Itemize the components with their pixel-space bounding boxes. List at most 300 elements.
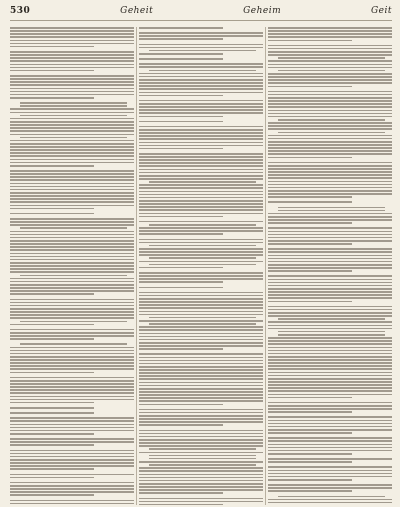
text-column-middle (139, 27, 263, 505)
text-line (139, 216, 223, 218)
text-line (10, 281, 134, 283)
text-line (278, 496, 385, 498)
text-line (10, 324, 94, 326)
text-line (10, 317, 134, 319)
text-line (139, 142, 263, 144)
text-line (268, 162, 392, 164)
text-line (139, 27, 223, 29)
text-line (139, 35, 263, 37)
text-line (139, 209, 263, 211)
text-line (268, 453, 352, 455)
text-line (268, 128, 392, 130)
text-line (10, 392, 134, 394)
text-line (139, 430, 263, 432)
text-line (10, 213, 94, 215)
text-line (10, 407, 94, 409)
text-line (139, 489, 263, 491)
text-line (10, 201, 134, 203)
text-line (268, 294, 392, 296)
text-line (139, 421, 263, 423)
text-line (278, 57, 385, 59)
text-line (10, 302, 134, 304)
text-line (10, 205, 134, 207)
text-line (268, 116, 392, 118)
text-line (10, 462, 134, 464)
text-line (268, 328, 392, 330)
text-line (139, 95, 223, 97)
text-line (268, 325, 392, 327)
text-line (268, 181, 392, 183)
text-line (149, 455, 256, 457)
text-line (10, 124, 134, 126)
right-guide-word: Geit (370, 6, 392, 16)
text-line (268, 356, 392, 358)
text-line (139, 504, 223, 505)
text-line (139, 292, 263, 294)
text-line (139, 360, 263, 362)
text-line (10, 127, 134, 129)
text-line (268, 408, 392, 410)
text-line (139, 200, 263, 202)
text-line (139, 261, 263, 263)
text-line (10, 293, 94, 295)
text-line (10, 430, 134, 432)
text-line (10, 438, 134, 440)
text-line (268, 48, 392, 50)
text-line (139, 129, 263, 131)
text-line (139, 329, 263, 331)
text-line (149, 464, 256, 466)
page-number: 530 (10, 6, 31, 16)
text-line (139, 187, 263, 189)
text-line (139, 301, 263, 303)
text-line (268, 64, 392, 66)
text-line (278, 70, 385, 72)
text-line (10, 259, 134, 261)
text-line (139, 275, 263, 277)
text-line (149, 224, 256, 226)
text-line (139, 103, 263, 105)
text-line (268, 79, 392, 81)
text-line (268, 387, 392, 389)
text-line (268, 144, 392, 146)
text-line (268, 122, 392, 124)
text-line (10, 64, 134, 66)
text-line (268, 309, 392, 311)
text-line (268, 375, 392, 377)
text-line (10, 240, 134, 242)
text-line (139, 197, 263, 199)
text-line (10, 365, 134, 367)
text-line (10, 146, 134, 148)
text-line (139, 492, 223, 494)
text-column-right (268, 27, 392, 505)
text-line (139, 486, 263, 488)
text-line (10, 173, 134, 175)
text-line (139, 58, 223, 60)
text-line (268, 487, 392, 489)
text-line (268, 106, 392, 108)
column-rule (265, 27, 266, 505)
text-line (268, 347, 392, 349)
text-line (10, 311, 134, 313)
text-line (139, 388, 263, 390)
text-line (10, 84, 134, 86)
text-line (268, 234, 392, 236)
text-line (278, 331, 385, 333)
text-line (268, 275, 392, 277)
text-line (139, 397, 263, 399)
text-line (10, 308, 134, 310)
text-line (268, 264, 392, 266)
text-line (10, 314, 134, 316)
text-line (268, 343, 392, 345)
text-line (268, 297, 392, 299)
text-line (139, 233, 223, 235)
text-line (268, 248, 392, 250)
text-line (10, 237, 134, 239)
text-line (10, 396, 134, 398)
text-line (268, 378, 392, 380)
text-line (139, 445, 263, 447)
text-line (10, 218, 134, 220)
text-line (268, 423, 392, 425)
text-line (10, 231, 134, 233)
text-line (139, 369, 263, 371)
text-line (10, 40, 134, 42)
text-line (139, 298, 263, 300)
text-line (10, 278, 134, 280)
text-line (139, 339, 263, 341)
text-line (268, 321, 392, 323)
text-line (10, 503, 134, 505)
text-line (139, 470, 263, 472)
text-line (268, 440, 392, 442)
text-line (268, 165, 392, 167)
text-line (139, 382, 263, 384)
text-line (268, 420, 392, 422)
text-line (10, 88, 134, 90)
text-line (268, 461, 352, 463)
text-line (268, 231, 392, 233)
text-line (139, 336, 263, 338)
text-line (10, 108, 134, 110)
text-line (10, 412, 94, 414)
text-line (268, 94, 392, 96)
text-line (268, 153, 392, 155)
text-line (268, 285, 392, 287)
text-line (268, 337, 392, 339)
text-line (268, 381, 392, 383)
text-line (139, 415, 263, 417)
text-line (139, 47, 263, 49)
text-line (139, 73, 263, 75)
text-line (10, 424, 134, 426)
text-line (139, 162, 263, 164)
text-line (268, 67, 392, 69)
text-line (139, 304, 263, 306)
text-line (268, 30, 392, 32)
text-line (10, 290, 134, 292)
text-line (139, 267, 223, 269)
text-line (139, 82, 263, 84)
text-line (268, 476, 392, 478)
text-line (10, 186, 134, 188)
text-line (139, 436, 263, 438)
text-line (139, 66, 263, 68)
text-line (10, 195, 134, 197)
text-line (10, 485, 134, 487)
text-line (268, 340, 392, 342)
text-line (268, 113, 392, 115)
center-guide-word: Geheim (243, 6, 282, 16)
text-line (139, 153, 263, 155)
text-line (139, 314, 263, 316)
text-line (268, 76, 392, 78)
text-line (149, 448, 256, 450)
text-line (10, 368, 134, 370)
text-line (139, 53, 223, 55)
text-line (268, 103, 392, 105)
text-line (139, 213, 263, 215)
text-line (10, 149, 134, 151)
text-line (268, 282, 392, 284)
text-line (10, 176, 134, 178)
text-line (139, 409, 263, 411)
text-line (268, 141, 392, 143)
text-line (10, 427, 134, 429)
text-line (268, 350, 392, 352)
text-line (268, 157, 352, 159)
text-line (139, 116, 223, 118)
text-line (139, 272, 263, 274)
text-line (10, 420, 134, 422)
text-line (268, 426, 392, 428)
text-line (268, 447, 392, 449)
text-line (10, 299, 134, 301)
text-line (268, 190, 392, 192)
text-line (10, 97, 94, 99)
text-line (268, 177, 392, 179)
text-line (139, 88, 263, 90)
text-line (139, 287, 223, 289)
text-line (139, 138, 263, 140)
text-line (10, 253, 134, 255)
text-line (10, 81, 134, 83)
text-line (139, 501, 263, 503)
text-line (10, 377, 134, 379)
text-line (268, 147, 392, 149)
text-line (139, 311, 263, 313)
text-line (268, 359, 392, 361)
text-line (10, 118, 134, 120)
text-line (139, 32, 263, 34)
text-line (268, 227, 392, 229)
text-line (268, 405, 392, 407)
text-line (139, 126, 263, 128)
text-line (10, 189, 134, 191)
text-line (10, 75, 134, 77)
text-line (139, 159, 263, 161)
text-line (10, 433, 94, 435)
text-line (139, 281, 223, 283)
running-head (10, 6, 392, 21)
text-line (10, 417, 134, 419)
text-line (268, 473, 392, 475)
text-line (10, 459, 134, 461)
text-line (10, 338, 94, 340)
text-line (10, 51, 134, 53)
text-line (268, 171, 392, 173)
text-line (139, 333, 263, 335)
text-column-left (10, 27, 134, 505)
text-line (268, 444, 392, 446)
text-line (20, 343, 127, 345)
text-line (10, 121, 134, 123)
text-line (10, 243, 134, 245)
text-line (139, 230, 263, 232)
text-line (149, 458, 256, 460)
text-line (268, 27, 392, 29)
text-line (20, 227, 127, 229)
text-line (268, 288, 392, 290)
text-line (139, 109, 263, 111)
text-line (139, 172, 263, 174)
text-line (10, 140, 134, 142)
text-line (149, 245, 256, 247)
text-line (139, 203, 263, 205)
text-line (268, 138, 392, 140)
text-line (268, 258, 392, 260)
text-line (10, 143, 134, 145)
text-line (268, 184, 392, 186)
text-line (268, 40, 352, 42)
text-line (268, 306, 392, 308)
text-line (149, 264, 256, 266)
text-line (139, 132, 263, 134)
text-line (268, 390, 392, 392)
text-line (10, 249, 134, 251)
text-line (10, 162, 134, 164)
text-line (268, 394, 392, 396)
text-line (139, 76, 263, 78)
text-line (139, 353, 263, 355)
text-line (10, 474, 134, 476)
text-line (10, 265, 134, 267)
text-line (268, 135, 392, 137)
text-line (268, 312, 392, 314)
text-line (139, 442, 263, 444)
text-line (268, 196, 352, 198)
text-line (139, 404, 223, 406)
text-line (10, 329, 134, 331)
text-line (139, 169, 263, 171)
text-line (139, 156, 263, 158)
text-line (139, 467, 263, 469)
text-line (10, 335, 134, 337)
text-line (268, 168, 392, 170)
text-line (10, 453, 134, 455)
text-line (268, 201, 352, 203)
text-line (10, 491, 134, 493)
text-line (139, 106, 263, 108)
text-line (139, 278, 263, 280)
text-line (10, 165, 94, 167)
text-line (139, 342, 263, 344)
text-line (268, 174, 392, 176)
text-line (268, 240, 392, 242)
text-line (268, 368, 392, 370)
text-line (10, 78, 134, 80)
text-line (268, 237, 392, 239)
text-line (10, 386, 134, 388)
text-line (149, 317, 256, 319)
text-line (139, 391, 263, 393)
text-line (268, 416, 392, 418)
text-line (268, 54, 392, 56)
text-line (139, 239, 263, 241)
text-line (10, 268, 134, 270)
text-line (139, 85, 263, 87)
text-line (10, 70, 94, 72)
text-line (268, 150, 392, 152)
text-line (10, 494, 94, 496)
text-line (10, 380, 134, 382)
text-line (139, 242, 263, 244)
text-line (268, 490, 352, 492)
text-line (268, 261, 392, 263)
text-line (139, 175, 263, 177)
text-line (10, 353, 134, 355)
text-line (10, 450, 134, 452)
text-line (10, 477, 94, 479)
text-line (139, 307, 263, 309)
text-line (139, 498, 263, 500)
text-line (139, 363, 263, 365)
text-line (268, 97, 392, 99)
text-line (268, 365, 392, 367)
text-line (10, 33, 134, 35)
text-line (268, 213, 392, 215)
text-line (149, 257, 256, 259)
text-line (10, 170, 134, 172)
text-line (10, 43, 134, 45)
text-line (10, 46, 94, 48)
text-line (10, 224, 134, 226)
text-line (268, 255, 392, 257)
text-line (10, 198, 134, 200)
text-line (268, 86, 352, 88)
text-line (139, 348, 223, 350)
text-line (10, 192, 134, 194)
text-line (10, 30, 134, 32)
text-line (278, 207, 385, 209)
text-line (10, 91, 134, 93)
text-line (268, 243, 352, 245)
text-line (10, 383, 134, 385)
text-line (139, 184, 263, 186)
text-line (268, 222, 352, 224)
column-rule (136, 27, 137, 505)
text-line (268, 458, 392, 460)
text-line (139, 345, 263, 347)
text-line (268, 36, 392, 38)
text-line (10, 54, 134, 56)
text-line (10, 234, 134, 236)
text-line (149, 323, 256, 325)
text-line (10, 347, 134, 349)
text-line (149, 181, 256, 183)
